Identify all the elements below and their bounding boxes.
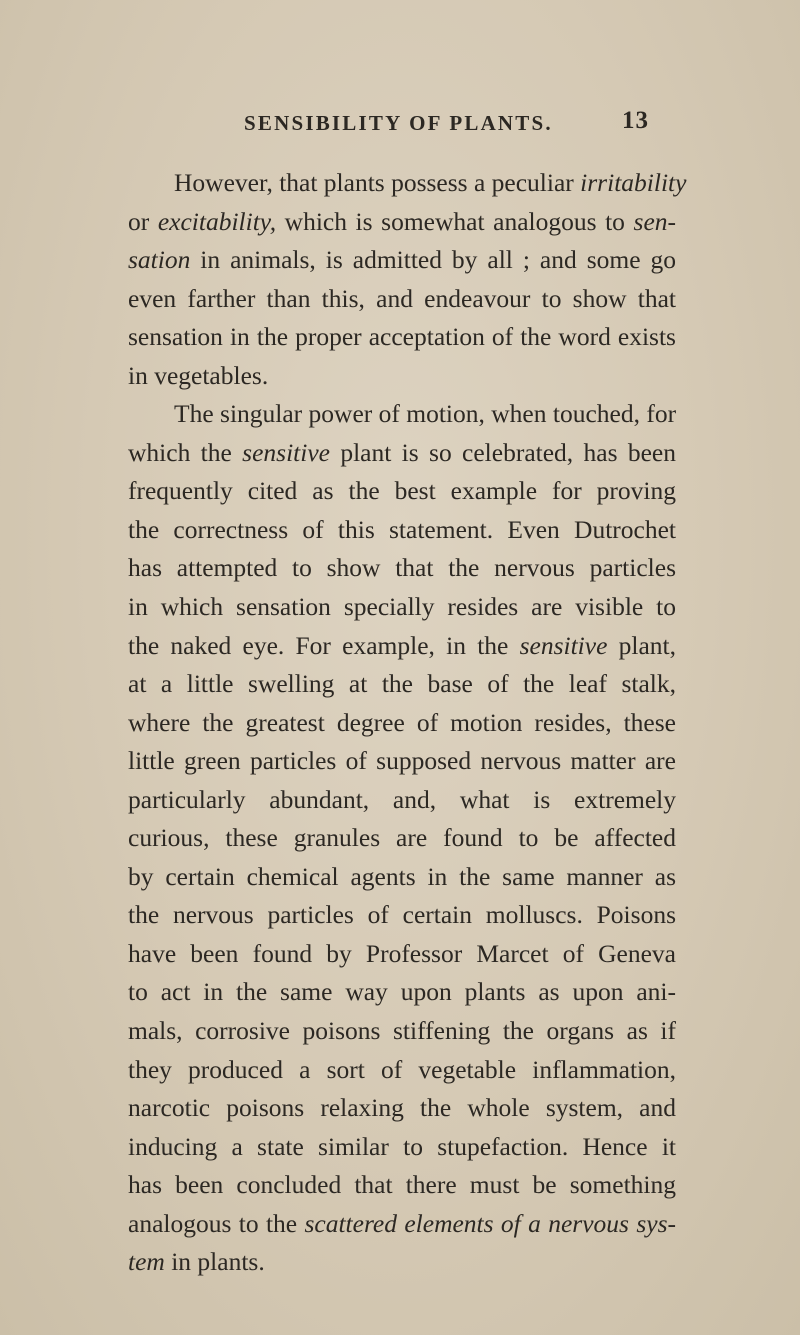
text-line	[128, 704, 676, 743]
text-line	[128, 318, 676, 357]
paragraph	[128, 395, 676, 1282]
text-run: plant is so celebrated, has been	[329, 437, 676, 467]
italic-run: tem	[128, 1247, 165, 1277]
text-line	[128, 627, 676, 666]
text-run: in animals, is admitted by all ; and some go	[190, 245, 676, 275]
text-run: little green particles of supposed nervous matter are	[128, 746, 676, 776]
text-line	[128, 935, 676, 974]
text-run: mals, corrosive poisons stiffening the organs as if	[128, 1016, 676, 1046]
text-line	[128, 434, 676, 473]
text-line	[128, 1128, 676, 1167]
text-run: which is somewhat analogous to	[276, 206, 634, 236]
text-line	[128, 1012, 676, 1051]
text-line	[128, 164, 687, 203]
text-line	[128, 973, 676, 1012]
text-line	[128, 742, 676, 781]
italic-run: sen-	[633, 206, 676, 236]
running-head	[244, 111, 656, 141]
text-run: even farther than this, and endeavour to show that	[128, 283, 676, 313]
italic-run: irritability	[580, 168, 687, 197]
text-run: has been concluded that there must be something	[128, 1170, 676, 1200]
text-run: in which sensation specially resides are visible to	[128, 592, 676, 622]
text-run: have been found by Professor Marcet of Geneva	[128, 938, 676, 968]
text-run: in vegetables.	[128, 360, 269, 390]
text-run: narcotic poisons relaxing the whole system, and	[128, 1093, 676, 1123]
text-line	[128, 549, 676, 588]
text-line	[128, 588, 676, 627]
text-run: or	[128, 206, 158, 236]
italic-run: sensitive	[519, 630, 608, 660]
text-line	[128, 241, 676, 280]
text-line	[128, 819, 676, 858]
text-run: at a little swelling at the base of the leaf stalk,	[128, 669, 676, 699]
text-run: which the	[128, 437, 243, 467]
text-line	[128, 395, 676, 434]
text-line	[128, 896, 676, 935]
text-line	[128, 1205, 676, 1244]
text-run: has attempted to show that the nervous particles	[128, 553, 676, 583]
text-line	[128, 1051, 676, 1090]
text-line	[128, 203, 676, 242]
text-run: frequently cited as the best example for proving	[128, 476, 676, 506]
text-run: where the greatest degree of motion resides, these	[128, 707, 676, 737]
text-run: curious, these granules are found to be affected	[128, 823, 676, 853]
italic-run: sation	[128, 245, 191, 275]
text-run: plant,	[607, 630, 676, 660]
text-line	[128, 472, 676, 511]
text-run: inducing a state similar to stupefaction. Hence it	[128, 1131, 676, 1161]
text-line	[128, 858, 676, 897]
italic-run: excitability,	[157, 206, 277, 236]
text-line	[128, 781, 676, 820]
paragraph	[128, 164, 687, 395]
text-run: the nervous particles of certain molluscs. Poisons	[128, 900, 676, 930]
text-line	[128, 1089, 676, 1128]
page-number: 13	[622, 107, 649, 134]
text-run: the correctness of this statement. Even Dutrochet	[128, 514, 676, 544]
text-line	[128, 1243, 676, 1282]
text-run: by certain chemical agents in the same manner as	[128, 861, 676, 891]
italic-run: scattered elements of a nervous sys-	[304, 1208, 676, 1238]
body-text	[128, 164, 687, 1282]
text-line	[128, 511, 676, 550]
italic-run: sensitive	[242, 437, 330, 467]
text-run: particularly abundant, and, what is extremely	[128, 784, 676, 814]
text-line	[128, 665, 676, 704]
text-run: The singular power of motion, when touched, for	[174, 399, 677, 429]
text-line	[128, 357, 676, 396]
text-run: they produced a sort of vegetable inflammation,	[128, 1054, 676, 1084]
text-line	[128, 1166, 676, 1205]
text-run: to act in the same way upon plants as upon ani-	[128, 977, 676, 1007]
text-run: analogous to the	[128, 1208, 305, 1238]
text-run: in plants.	[164, 1247, 265, 1277]
text-run: However, that plants possess a peculiar	[174, 168, 581, 197]
text-run: sensation in the proper acceptation of the word exists	[128, 322, 676, 352]
text-run: the naked eye. For example, in the	[128, 630, 520, 660]
running-title: SENSIBILITY OF PLANTS.	[244, 111, 553, 135]
text-line	[128, 280, 676, 319]
